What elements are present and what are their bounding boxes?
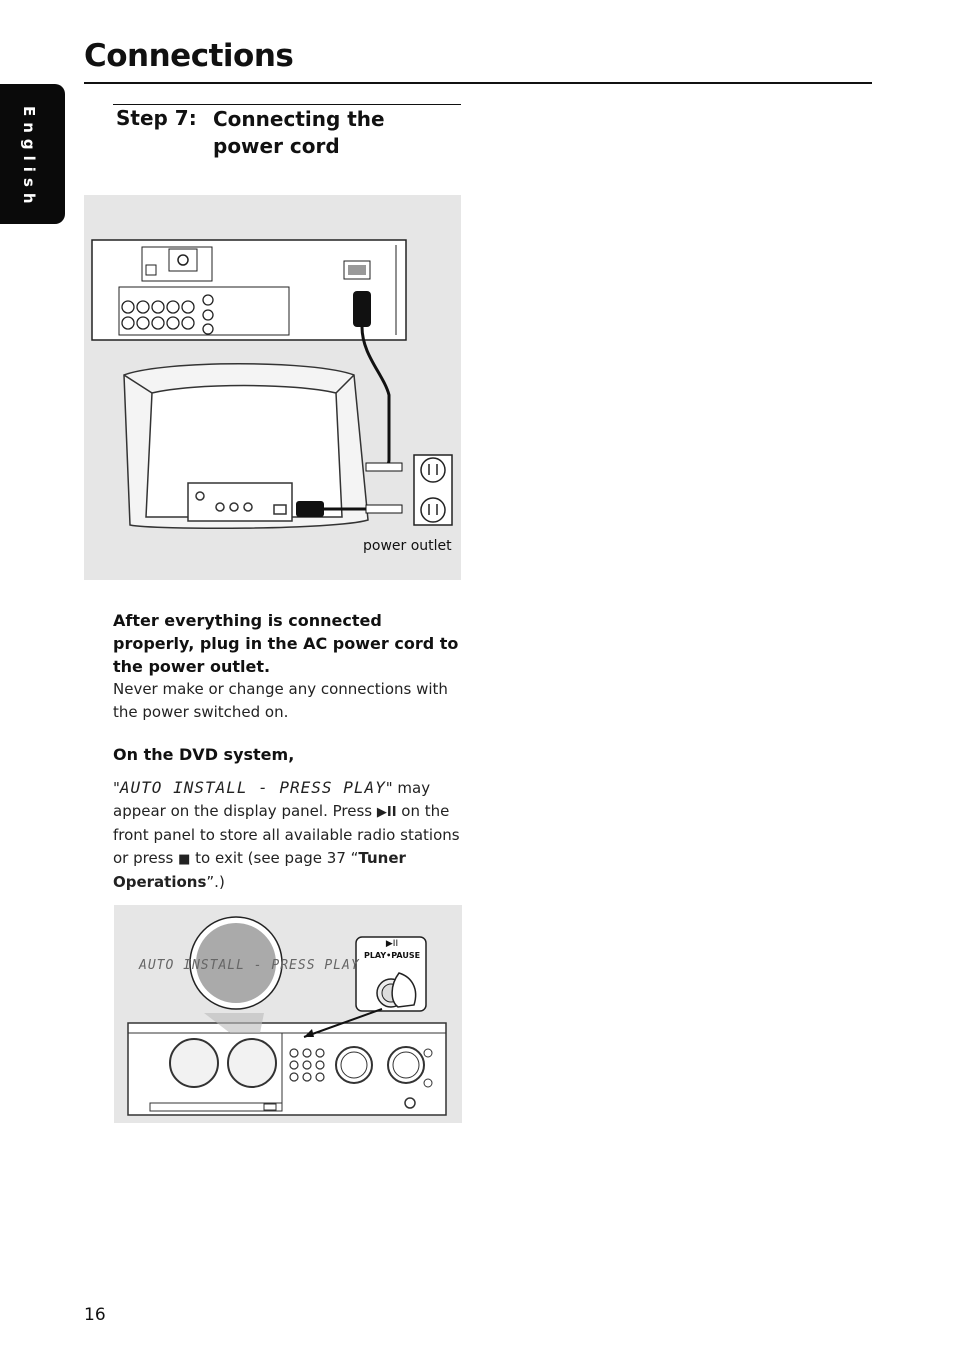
text-1: " may appear on the display panel. Press — [113, 779, 431, 820]
step-number: Step 7: — [116, 106, 197, 130]
play-pause-icon: ▶II — [376, 805, 397, 820]
tuner-operations-reference: Tuner Operations — [113, 849, 406, 891]
language-tab-label: English — [20, 106, 38, 210]
television — [124, 364, 368, 529]
play-pause-button-icon: ▶II — [385, 939, 399, 949]
page-number: 16 — [84, 1305, 106, 1325]
auto-install-paragraph — [113, 776, 465, 894]
title-rule — [84, 82, 872, 84]
dvd-front-panel — [128, 1023, 446, 1115]
text-4: ”.) — [206, 873, 225, 891]
warning-paragraph: Never make or change any connections with the power switched on. — [113, 680, 448, 721]
quote-open: " — [113, 779, 120, 797]
text-3: to exit (see page 37 “ — [190, 849, 359, 867]
power-outlet-label: power outlet — [363, 538, 452, 554]
power-connection-illustration — [84, 195, 461, 580]
power-connection-drawing — [84, 195, 461, 580]
display-magnifier — [190, 917, 282, 1033]
step-title: Connecting the power cord — [213, 107, 385, 158]
step-rule — [113, 104, 461, 105]
display-message: AUTO INSTALL - PRESS PLAY — [119, 778, 386, 797]
display-message-overlay: AUTO INSTALL - PRESS PLAY — [139, 958, 360, 973]
front-panel-drawing — [114, 905, 462, 1123]
page-title: Connections — [84, 38, 294, 74]
language-tab — [0, 84, 65, 224]
stop-icon: ■ — [178, 852, 191, 867]
wall-outlet — [414, 455, 452, 525]
text-2: on the front panel to store all available radio stations or press — [113, 802, 460, 867]
instruction-heading: After everything is connected properly, plug in the AC power cord to the power outlet. — [113, 611, 459, 676]
play-pause-button-label: PLAY•PAUSE — [363, 951, 421, 960]
front-panel-illustration — [114, 905, 462, 1123]
dvd-system-heading: On the DVD system, — [113, 745, 295, 764]
